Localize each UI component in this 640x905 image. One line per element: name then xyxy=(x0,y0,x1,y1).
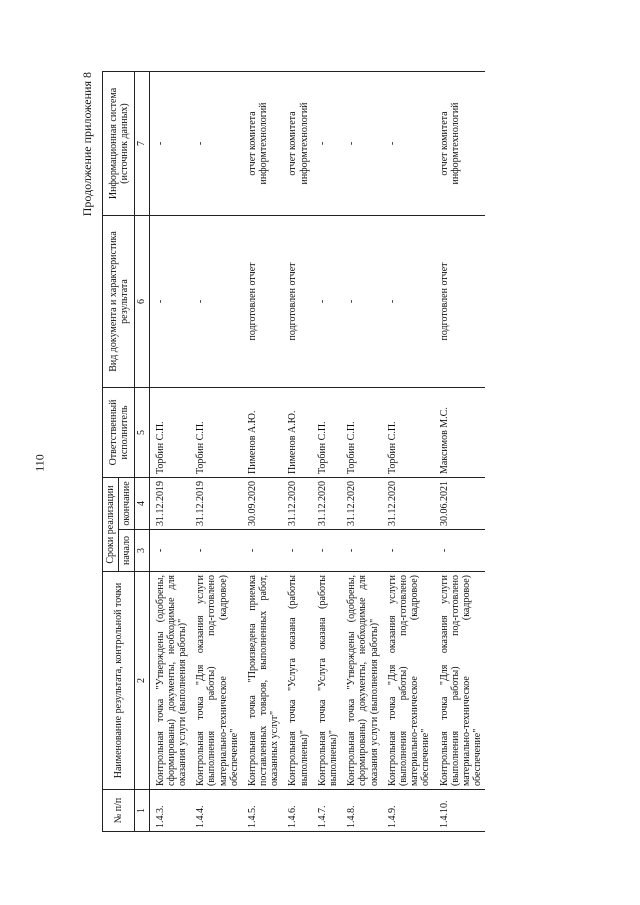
column-numbers-row xyxy=(135,71,149,831)
row-executor: Торбин С.П. xyxy=(382,387,434,477)
control-points-table xyxy=(102,71,485,832)
row-doc: - xyxy=(190,215,242,387)
row-doc: - xyxy=(382,215,434,387)
row-executor: Торбин С.П. xyxy=(190,387,242,477)
table-body xyxy=(149,71,485,831)
row-info: - xyxy=(312,71,341,215)
header-info: Информационная система (источник данных) xyxy=(103,71,135,215)
column-number: 6 xyxy=(135,215,149,387)
column-number: 5 xyxy=(135,387,149,477)
row-start: - xyxy=(149,530,190,572)
row-name: Контрольная точка "Утверждены (одобрены, сформированы) документы, необходимые для оказания услуги (выполнения работы)" xyxy=(149,572,190,790)
row-name: Контрольная точка "Для оказания услуги (выполнения работы) под-готовлено материально-техническое (кадровое) обеспечение" xyxy=(434,572,486,790)
row-start: - xyxy=(190,530,242,572)
header-name: Наименование результата, контрольной точки xyxy=(103,572,135,790)
row-end: 31.12.2020 xyxy=(282,477,311,529)
row-doc: подготовлен отчет xyxy=(434,215,486,387)
continuation-label: Продолжение приложения 8 xyxy=(80,72,94,217)
row-num: 1.4.6. xyxy=(282,790,311,832)
row-end: 31.12.2020 xyxy=(312,477,341,529)
column-number: 2 xyxy=(135,572,149,790)
row-name: Контрольная точка "Услуга оказана (работы выполнены)" xyxy=(312,572,341,790)
header-executor: Ответственный исполнитель xyxy=(103,387,135,477)
row-info: - xyxy=(190,71,242,215)
row-end: 31.12.2019 xyxy=(190,477,242,529)
row-start: - xyxy=(282,530,311,572)
table-row xyxy=(341,71,382,831)
row-num: 1.4.7. xyxy=(312,790,341,832)
row-name: Контрольная точка "Произведена приемка поставленных товаров, выполненных работ, оказанных услуг" xyxy=(242,572,283,790)
row-num: 1.4.9. xyxy=(382,790,434,832)
row-num: 1.4.10. xyxy=(434,790,486,832)
row-end: 30.09.2020 xyxy=(242,477,283,529)
table-row xyxy=(282,71,311,831)
row-num: 1.4.8. xyxy=(341,790,382,832)
row-info: - xyxy=(341,71,382,215)
row-info: отчет комитета информтехнологий xyxy=(282,71,311,215)
header-doc: Вид документа и характеристика результата xyxy=(103,215,135,387)
row-end: 31.12.2020 xyxy=(382,477,434,529)
row-end: 31.12.2019 xyxy=(149,477,190,529)
table-row xyxy=(382,71,434,831)
column-number: 3 xyxy=(135,530,149,572)
header-start: начало xyxy=(119,530,135,572)
row-doc: - xyxy=(149,215,190,387)
row-info: - xyxy=(382,71,434,215)
row-info: отчет комитета информтехнологий xyxy=(434,71,486,215)
header-terms: Сроки реализации xyxy=(103,477,119,571)
header-end: окончание xyxy=(119,477,135,529)
table-row xyxy=(149,71,190,831)
row-doc: подготовлен отчет xyxy=(282,215,311,387)
column-number: 7 xyxy=(135,71,149,215)
row-start: - xyxy=(312,530,341,572)
row-executor: Пименов А.Ю. xyxy=(242,387,283,477)
row-info: - xyxy=(149,71,190,215)
row-start: - xyxy=(341,530,382,572)
page-number: 110 xyxy=(32,454,47,472)
column-number: 1 xyxy=(135,790,149,832)
row-doc: подготовлен отчет xyxy=(242,215,283,387)
row-name: Контрольная точка "Для оказания услуги (выполнения работы) под-готовлено материально-техническое (кадровое) обеспечение" xyxy=(382,572,434,790)
appendix-sheet xyxy=(80,72,560,832)
row-name: Контрольная точка "Утверждены (одобрены, сформированы) документы, необходимые для оказания услуги (выполнения работы)" xyxy=(341,572,382,790)
row-num: 1.4.3. xyxy=(149,790,190,832)
table-row xyxy=(242,71,283,831)
row-start: - xyxy=(242,530,283,572)
row-num: 1.4.4. xyxy=(190,790,242,832)
row-name: Контрольная точка "Для оказания услуги (выполнения работы) под-готовлено материально-техническое (кадровое) обеспечение" xyxy=(190,572,242,790)
row-info: отчет комитета информтехнологий xyxy=(242,71,283,215)
row-num: 1.4.5. xyxy=(242,790,283,832)
row-executor: Торбин С.П. xyxy=(149,387,190,477)
row-doc: - xyxy=(312,215,341,387)
row-executor: Торбин С.П. xyxy=(341,387,382,477)
row-executor: Пименов А.Ю. xyxy=(282,387,311,477)
row-start: - xyxy=(382,530,434,572)
table-row xyxy=(434,71,486,831)
row-end: 31.12.2020 xyxy=(341,477,382,529)
header-num: № п/п xyxy=(103,790,135,832)
column-number: 4 xyxy=(135,477,149,529)
row-start: - xyxy=(434,530,486,572)
row-executor: Торбин С.П. xyxy=(312,387,341,477)
row-doc: - xyxy=(341,215,382,387)
row-executor: Максимов М.С. xyxy=(434,387,486,477)
table-row xyxy=(312,71,341,831)
row-name: Контрольная точка "Услуга оказана (работы выполнены)" xyxy=(282,572,311,790)
table-row xyxy=(190,71,242,831)
row-end: 30.06.2021 xyxy=(434,477,486,529)
header-row xyxy=(103,71,119,831)
